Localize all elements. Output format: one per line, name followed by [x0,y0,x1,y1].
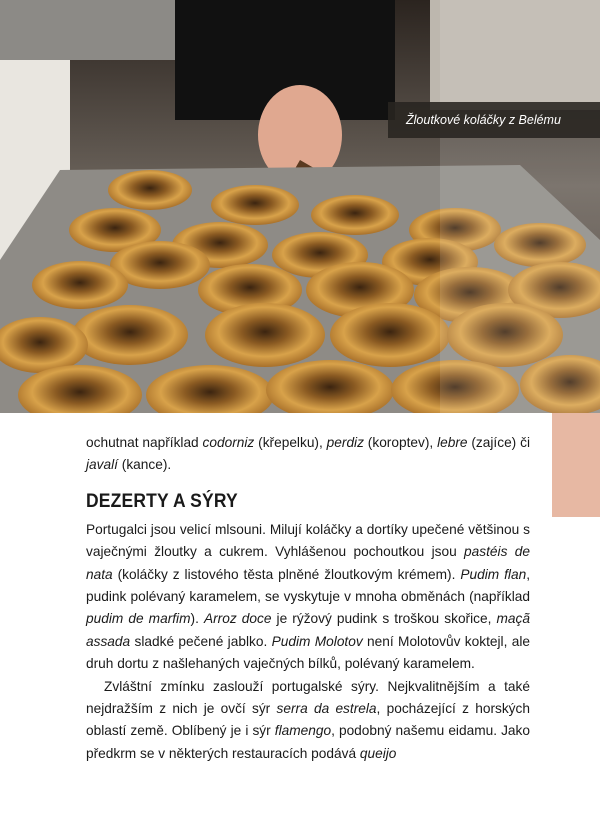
chapter-tab [552,413,600,517]
section-heading: DEZERTY A SÝRY [86,490,238,512]
intro-paragraph: ochutnat například codorniz (křepelku), perdiz (koroptev), lebre (zajíce) či javalí (kance). [86,435,530,473]
cheese-paragraph: Zvláštní zmínku zaslouží portugalské sýry. Nejkvalitnějším a také nejdražším z nich je ovčí sýr serra da estrela, pocházející z horských oblastí země. Oblíbený je i sýr flamengo, podobný našemu eidamu. Jako předkrm se v některých restauracích podává queijo [86,678,530,761]
page-body [86,432,530,765]
desserts-paragraph: Portugalci jsou velicí mlsouni. Milují koláčky a dortíky upečené většinou s vaječnými žloutky a cukrem. Vyhlášenou pochoutkou jsou pastéis de nata (koláčky z listového těsta plněné žloutkovým krémem). Pudim flan, pudink polévaný karamelem, se vyskytuje v mnoha obměnách (například pudim de marfim). Arroz doce je rýžový pudink s troškou skořice, maçã assada sladké pečené jablko. Pudim Molotov není Molotovův koktejl, ale druh dortu z našlehaných vaječných bílků, polévaný karamelem. [86,521,531,672]
photo-caption: Žloutkové koláčky z Belému [388,102,600,138]
